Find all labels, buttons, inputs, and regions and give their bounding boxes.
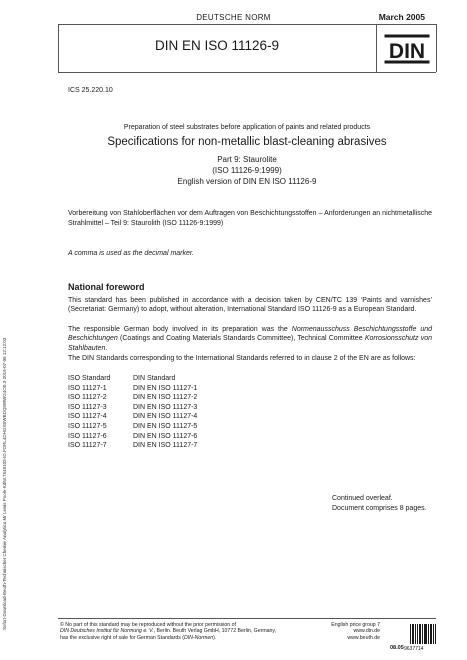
table-cell-iso: ISO 11127-6 xyxy=(68,432,107,440)
table-cell-iso: ISO 11127-5 xyxy=(68,422,107,430)
continued-overleaf: Continued overleaf. xyxy=(332,495,393,502)
copyright-end: ). xyxy=(213,634,217,641)
copyright-din-name: DIN Deutsches Institut für Normung e. V. xyxy=(60,628,154,635)
footer-date-code: 08.05 xyxy=(390,645,404,651)
header-norm-label: DEUTSCHE NORM xyxy=(196,13,271,22)
continuation-note xyxy=(332,494,427,514)
foreword-paragraph-1: This standard has been published in accordance with a decision taken by CEN/TC 139 ‘Paints and varnishes’ (Secretariat: Germany) to adopt, without alteration, International Standard ISO 11126-9 as a European Standard. xyxy=(68,297,432,314)
foreword-paragraph-3: The DIN Standards corresponding to the International Standards referred to in clause 2 of the EN are as follows: xyxy=(68,355,416,362)
table-cell-iso: ISO 11127-3 xyxy=(68,403,107,411)
table-cell-iso: ISO 11127-7 xyxy=(68,442,107,450)
document-number: DIN EN ISO 11126-9 xyxy=(154,38,280,53)
price-group: English price group 7 xyxy=(331,622,380,628)
beuth-url-link[interactable]: www.beuth.de xyxy=(347,634,380,641)
copyright-line-3 xyxy=(60,635,312,641)
title-part: Part 9: Staurolite xyxy=(217,155,277,164)
header-logo-divider xyxy=(376,24,377,72)
table-row xyxy=(68,432,197,442)
table-cell-iso: ISO 11127-2 xyxy=(68,394,107,402)
barcode-icon xyxy=(410,624,436,644)
barcode-number: 9637714 xyxy=(404,646,424,652)
table-cell-din: DIN EN ISO 11127-2 xyxy=(133,394,198,402)
table-row xyxy=(68,403,197,413)
page-title: Specifications for non-metallic blast-cleaning abrasives xyxy=(107,136,387,148)
din-logo-icon xyxy=(384,34,430,64)
copyright-rights: has the exclusive right of sale for German Standards ( xyxy=(60,634,184,641)
table-row xyxy=(68,393,197,403)
header-right-border xyxy=(436,24,437,72)
table-cell-din: DIN EN ISO 11127-1 xyxy=(133,384,198,392)
foreword-p2-text-2: (Coatings and Coating Materials Standards Committee), Technical Committee xyxy=(117,335,365,343)
table-cell-iso: ISO 11127-4 xyxy=(68,413,107,421)
din-url-link[interactable]: www.din.de xyxy=(353,628,380,635)
footer-copyright xyxy=(60,622,312,641)
table-row xyxy=(68,384,197,394)
foreword-p2-committee: Normenausschuss Beschichtungsstoffe und Beschichtungen xyxy=(68,326,433,343)
title-prefix: Preparation of steel substrates before application of paints and related products xyxy=(123,124,371,131)
title-iso-reference: (ISO 11126-9:1999) xyxy=(212,166,282,175)
download-watermark: Sofort-Download-Beuth-Technischer Chemie Analytica Mr Lewis Poole-KdNr.7548103-ID.FORL4DHGXEWBDQ8WWG4O0.3-2019-07-06 12:12:03 xyxy=(2,337,7,630)
german-title: Vorbereitung von Stahloberflächen vor dem Auftragen von Beschichtungsstoffen – Anforderungen an nichtmetallische Strahlmittel – Teil 9: Staurolith (ISO 11126-9:1999) xyxy=(68,210,432,227)
header-bottom-rule xyxy=(58,72,436,73)
table-header-iso: ISO Standard xyxy=(68,375,111,382)
table-header-row xyxy=(68,374,197,384)
table-cell-iso: ISO 11127-1 xyxy=(68,384,107,392)
copyright-publisher: , Berlin. Beuth Verlag GmbH, 10772 Berlin, Germany, xyxy=(153,628,277,635)
table-cell-din: DIN EN ISO 11127-7 xyxy=(133,442,198,450)
header-date: March 2005 xyxy=(378,12,425,22)
din-logo-text: DIN xyxy=(388,40,426,63)
table-cell-din: DIN EN ISO 11127-3 xyxy=(133,403,198,411)
page-count: Document comprises 8 pages. xyxy=(332,505,427,512)
footer-price-info xyxy=(300,622,380,641)
table-row xyxy=(68,412,197,422)
table-cell-din: DIN EN ISO 11127-5 xyxy=(133,422,198,430)
foreword-p2-technical-committee: Korrosionsschutz von Stahlbauten xyxy=(68,335,432,352)
foreword-p2-end: . xyxy=(105,344,108,352)
header-top-rule xyxy=(58,24,436,25)
footer-rule xyxy=(58,618,436,619)
table-cell-din: DIN EN ISO 11127-6 xyxy=(133,432,198,440)
ics-code: ICS 25.220.10 xyxy=(68,87,113,94)
table-header-din: DIN Standard xyxy=(133,375,176,382)
foreword-heading: National foreword xyxy=(68,282,145,292)
standards-table xyxy=(68,374,197,451)
title-english-version: English version of DIN EN ISO 11126-9 xyxy=(177,177,317,186)
foreword-paragraph-2 xyxy=(68,325,432,353)
copyright-line-1: © No part of this standard may be reproduced without the prior permission of xyxy=(60,622,236,628)
copyright-din-normen: DIN-Normen xyxy=(183,634,214,641)
decimal-marker-note: A comma is used as the decimal marker. xyxy=(68,250,194,257)
table-row xyxy=(68,441,197,451)
foreword-p2-text: The responsible German body involved in its preparation was the xyxy=(68,326,292,333)
table-row xyxy=(68,422,197,432)
table-cell-din: DIN EN ISO 11127-4 xyxy=(133,413,198,421)
